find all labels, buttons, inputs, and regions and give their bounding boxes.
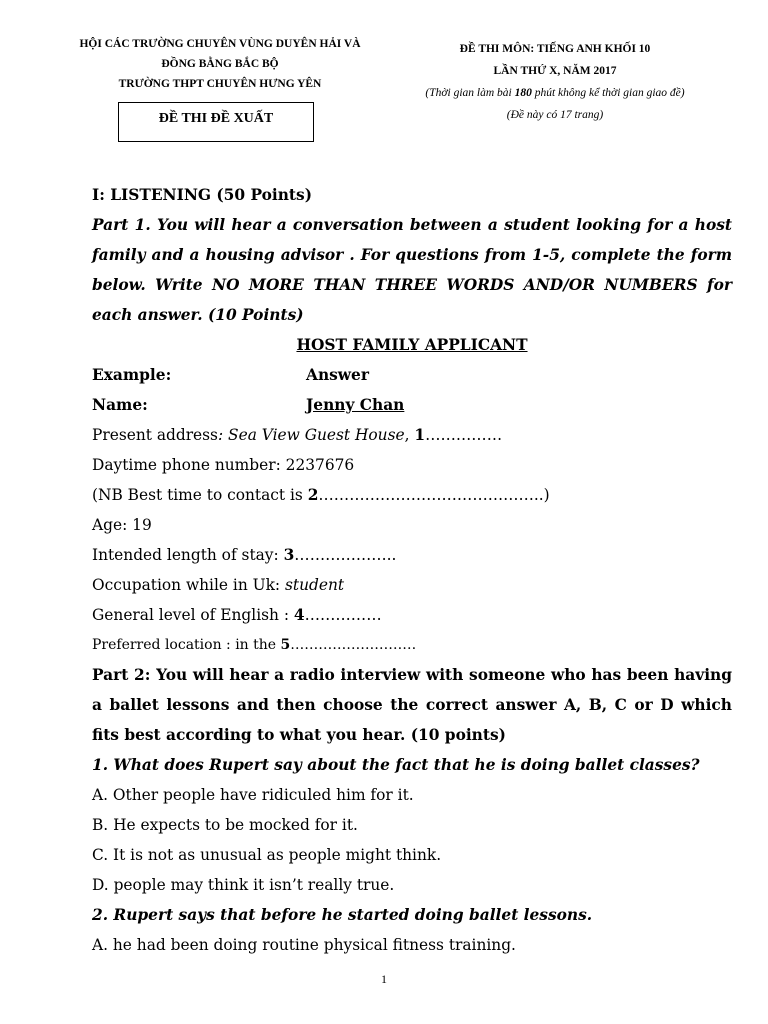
part2-instructions: Part 2: You will hear a radio interview with someone who has been having a ballet lessons and then choose the correct answer A, B, C or D which fits best according to what you hear. (10 points) <box>92 666 732 744</box>
header-right <box>390 38 720 126</box>
location-line: Preferred location : in the 5……………………… <box>92 637 417 653</box>
q1-option-a: A. Other people have ridiculed him for it. <box>92 786 414 804</box>
exam-subject: ĐỀ THI MÔN: TIẾNG ANH KHỐI 10 <box>459 43 651 55</box>
english-level-line: General level of English : 4…………… <box>92 606 382 624</box>
proposed-exam-label: ĐỀ THI ĐỀ XUẤT <box>158 111 274 126</box>
phone-line: Daytime phone number: 2237676 <box>92 456 355 474</box>
q1-option-d: D. people may think it isn’t really true. <box>92 876 395 894</box>
part1-instructions: Part 1. You will hear a conversation between a student looking for a host family and a housing advisor . For questions from 1-5, complete the form below. Write NO MORE THAN THREE WORDS AND/OR NUMBERS for each answer. (10 Points) <box>92 216 732 324</box>
name-row <box>92 390 732 420</box>
occupation-line: Occupation while in Uk: student <box>92 576 345 594</box>
contact-line: (NB Best time to contact is 2……………………………………..) <box>92 486 550 504</box>
example-label: Example: <box>92 366 172 384</box>
section-title: I: LISTENING (50 Points) <box>92 186 312 204</box>
example-answer: Answer <box>306 366 369 384</box>
q2-option-a: A. he had been doing routine physical fitness training. <box>92 936 516 954</box>
exam-edition: LẦN THỨ X, NĂM 2017 <box>493 65 617 77</box>
stay-line: Intended length of stay: 3……………….. <box>92 546 397 564</box>
question-1: 1. What does Rupert say about the fact that he is doing ballet classes? <box>92 756 700 774</box>
proposed-exam-box <box>118 102 314 142</box>
exam-content <box>92 180 732 960</box>
header-left <box>60 34 380 94</box>
age-line: Age: 19 <box>92 516 152 534</box>
example-row <box>92 360 732 390</box>
association-name-line2: ĐỒNG BẰNG BẮC BỘ <box>161 58 279 70</box>
q1-option-b: B. He expects to be mocked for it. <box>92 816 358 834</box>
school-name: TRƯỜNG THPT CHUYÊN HƯNG YÊN <box>118 78 322 90</box>
name-label: Name: <box>92 396 148 414</box>
name-value: Jenny Chan <box>306 396 405 414</box>
q1-option-c: C. It is not as unusual as people might think. <box>92 846 442 864</box>
exam-time: (Thời gian làm bài 180 phút không kể thời gian giao đề) <box>425 87 685 99</box>
exam-pages: (Đề này có 17 trang) <box>506 109 604 121</box>
form-title: HOST FAMILY APPLICANT <box>296 336 528 354</box>
association-name-line1: HỘI CÁC TRƯỜNG CHUYÊN VÙNG DUYÊN HẢI VÀ <box>79 38 361 50</box>
question-2: 2. Rupert says that before he started doing ballet lessons. <box>92 906 593 924</box>
page-number: 1 <box>381 972 387 986</box>
address-line: Present address: Sea View Guest House, 1…………… <box>92 426 503 444</box>
